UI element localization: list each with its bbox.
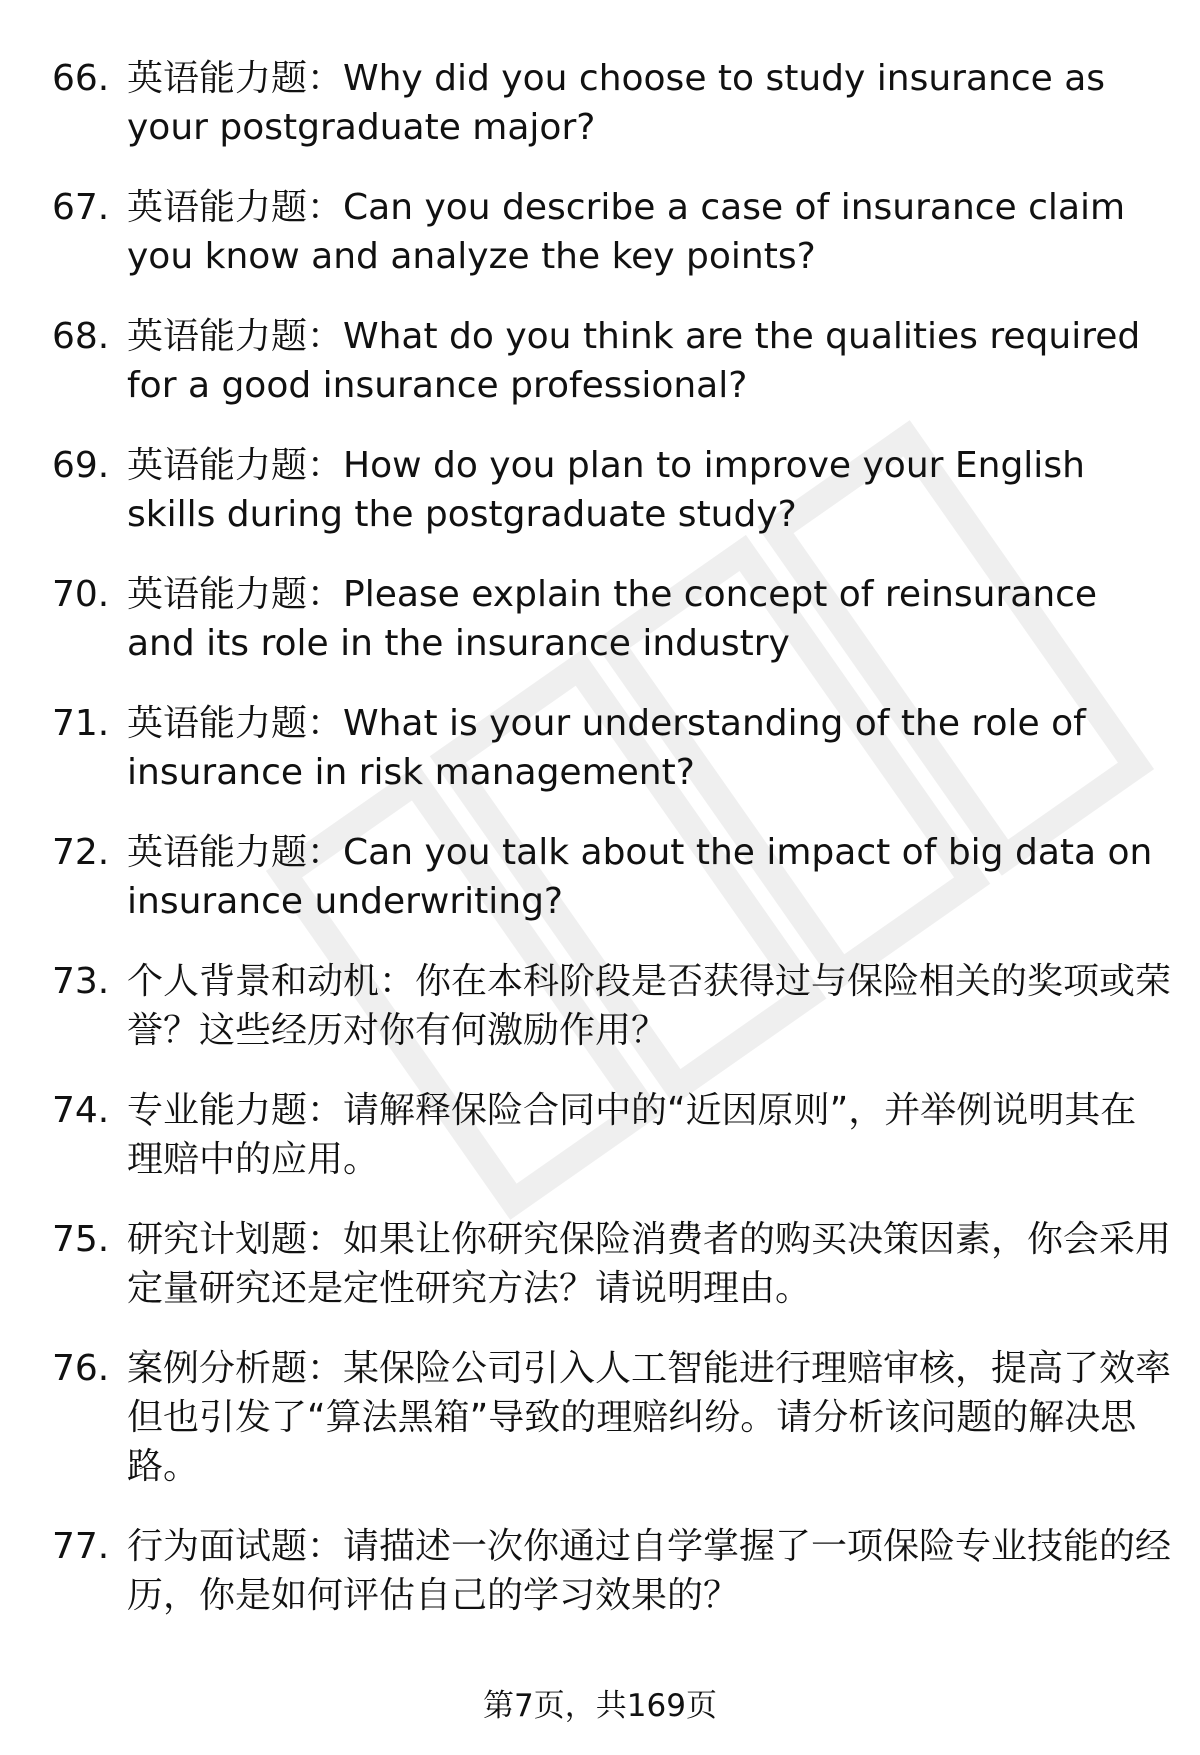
question-text: 英语能力题：Why did you choose to study insurance as your postgraduate major? <box>127 58 1106 148</box>
question-text: 专业能力题：请解释保险合同中的“近因原则”，并举例说明其在理赔中的应用。 <box>127 1090 1137 1180</box>
question-number: 75. <box>52 1219 110 1260</box>
question-list <box>52 54 1172 1651</box>
question-number: 67. <box>52 187 110 228</box>
question-number: 66. <box>52 58 110 99</box>
question-item <box>52 1086 1172 1184</box>
question-number: 70. <box>52 574 110 615</box>
question-item <box>52 1215 1172 1313</box>
question-number: 71. <box>52 703 110 744</box>
question-text: 英语能力题：How do you plan to improve your English skills during the postgraduate study? <box>127 445 1085 535</box>
question-number: 69. <box>52 445 110 486</box>
question-item <box>52 828 1172 926</box>
question-item <box>52 570 1172 668</box>
question-item <box>52 441 1172 539</box>
question-number: 73. <box>52 961 110 1002</box>
question-item <box>52 312 1172 410</box>
question-text: 研究计划题：如果让你研究保险消费者的购买决策因素，你会采用定量研究还是定性研究方法？请说明理由。 <box>127 1219 1172 1309</box>
question-item <box>52 957 1172 1055</box>
question-text: 英语能力题：What is your understanding of the role of insurance in risk management? <box>127 703 1086 793</box>
question-text: 英语能力题：Can you describe a case of insurance claim you know and analyze the key points? <box>127 187 1126 277</box>
question-item <box>52 54 1172 152</box>
question-text: 案例分析题：某保险公司引入人工智能进行理赔审核，提高了效率但也引发了“算法黑箱”导致的理赔纠纷。请分析该问题的解决思路。 <box>127 1348 1172 1487</box>
question-number: 76. <box>52 1348 110 1389</box>
question-number: 77. <box>52 1526 110 1567</box>
question-text: 英语能力题：What do you think are the qualities required for a good insurance professional? <box>127 316 1141 406</box>
question-number: 74. <box>52 1090 110 1131</box>
page-footer: 第7页，共169页 <box>483 1688 717 1724</box>
question-text: 英语能力题：Can you talk about the impact of big data on insurance underwriting? <box>127 832 1153 922</box>
question-item <box>52 1344 1172 1491</box>
question-item <box>52 1522 1172 1620</box>
question-item <box>52 183 1172 281</box>
question-number: 68. <box>52 316 110 357</box>
question-text: 英语能力题：Please explain the concept of reinsurance and its role in the insurance industry <box>127 574 1098 664</box>
question-text: 行为面试题：请描述一次你通过自学掌握了一项保险专业技能的经历，你是如何评估自己的学习效果的？ <box>127 1526 1172 1616</box>
question-number: 72. <box>52 832 110 873</box>
question-item <box>52 699 1172 797</box>
question-text: 个人背景和动机：你在本科阶段是否获得过与保险相关的奖项或荣誉？这些经历对你有何激励作用？ <box>127 961 1172 1051</box>
